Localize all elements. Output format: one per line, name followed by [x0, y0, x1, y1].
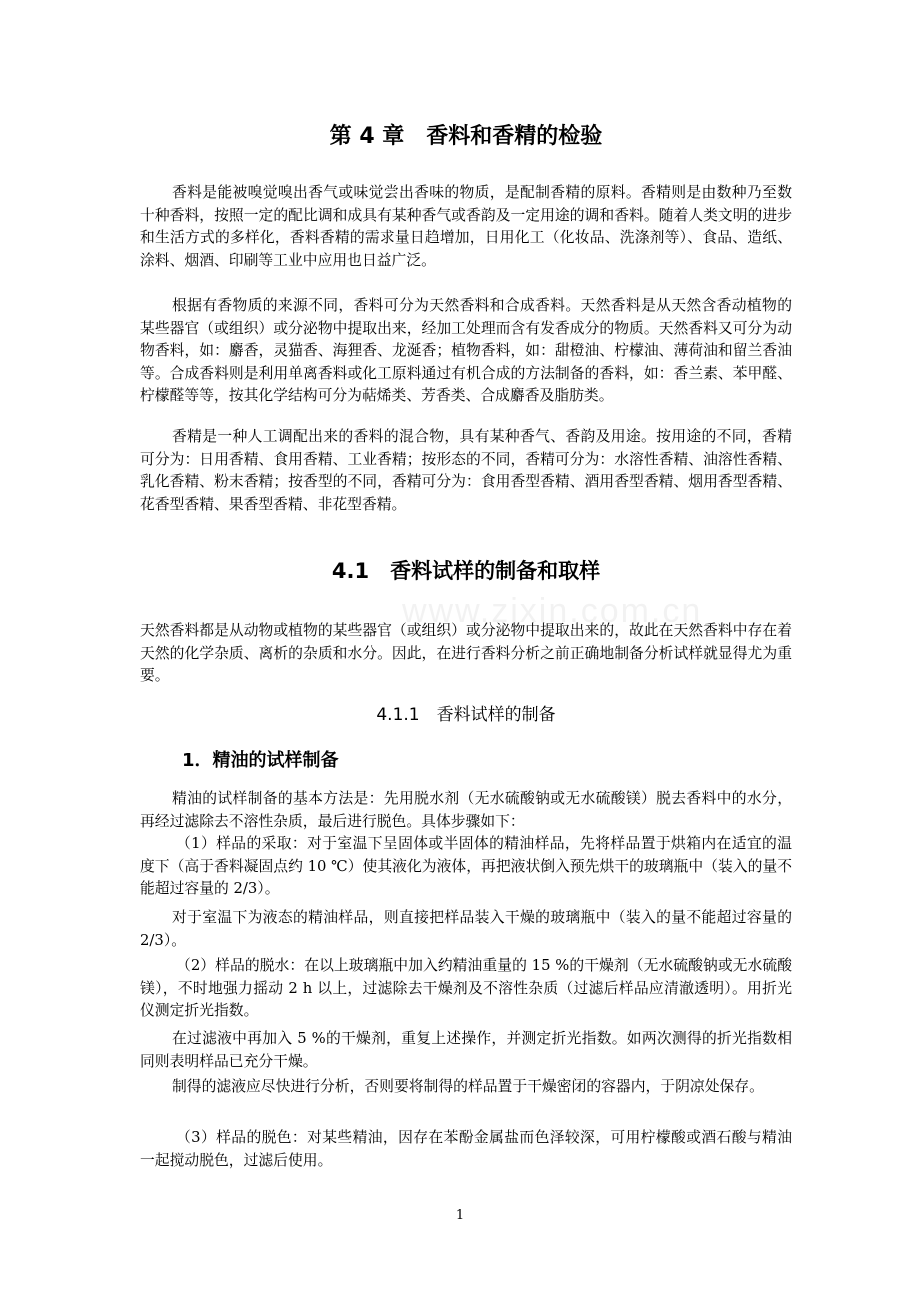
intro-paragraph-1: 香料是能被嗅觉嗅出香气或味觉尝出香味的物质，是配制香精的原料。香精则是由数种乃至数十种香料，按照一定的配比调和成具有某种香气或香韵及一定用途的调和香料。随着人类文明的进步和生活方式的多样化，香料香精的需求量日趋增加，日用化工（化妆品、洗涤剂等）、食品、造纸、涂料、烟酒、印刷等工业中应用也日益广泛。: [140, 184, 792, 269]
body-paragraph-dehydration: （2）样品的脱水：在以上玻璃瓶中加入约精油重量的 15 %的干燥剂（无水硫酸钠或无水硫酸镁），不时地强力摇动 2 h 以上，过滤除去干燥剂及不溶性杂质（过滤后样品应清澈透明）。用折光仪测定折光指数。: [140, 957, 792, 1019]
body-paragraph-liquid-sample: 对于室温下为液态的精油样品，则直接把样品装入干燥的玻璃瓶中（装入的量不能超过容量的 2/3）。: [140, 909, 792, 949]
document-page: [140, 0, 792, 1302]
heading-essential-oil-preparation: 1．精油的试样制备: [182, 750, 339, 771]
intro-paragraph-2: 根据有香物质的来源不同，香料可分为天然香料和合成香料。天然香料是从天然含香动植物的某些器官（或组织）或分泌物中提取出来，经加工处理而含有发香成分的物质。天然香料又可分为动物香料，如：麝香，灵猫香、海狸香、龙涎香；植物香料，如：甜橙油、柠檬油、薄荷油和留兰香油等。合成香料则是利用单离香料或化工原料通过有机合成的方法制备的香料，如：香兰素、苯甲醛、柠檬醛等等，按其化学结构可分为萜烯类、芳香类、合成麝香及脂肪类。: [140, 297, 792, 404]
section-intro-paragraph: 天然香料都是从动物或植物的某些器官（或组织）或分泌物中提取出来的，故此在天然香料中存在着天然的化学杂质、离析的杂质和水分。因此，在进行香料分析之前正确地制备分析试样就显得尤为重要。: [140, 622, 792, 684]
body-paragraph-repeat: 在过滤液中再加入 5 %的干燥剂，重复上述操作，并测定折光指数。如两次测得的折光指数相同则表明样品已充分干燥。: [140, 1030, 792, 1070]
section-title: 4.1 香料试样的制备和取样: [331, 559, 601, 583]
body-paragraph-sampling: （1）样品的采取：对于室温下呈固体或半固体的精油样品，先将样品置于烘箱内在适宜的温度下（高于香料凝固点约 10 ℃）使其液化为液体，再把液状倒入预先烘干的玻璃瓶中（装入的量不能超过容量的 2/3）。: [140, 835, 792, 897]
chapter-title: 第 4 章 香料和香精的检验: [329, 124, 603, 149]
intro-paragraph-3: 香精是一种人工调配出来的香料的混合物，具有某种香气、香韵及用途。按用途的不同，香精可分为：日用香精、食用香精、工业香精；按形态的不同，香精可分为：水溶性香精、油溶性香精、乳化香精、粉末香精；按香型的不同，香精可分为：食用香型香精、酒用香型香精、烟用香型香精、花香型香精、果香型香精、非花型香精。: [140, 428, 792, 513]
subsection-title: 4.1.1 香料试样的制备: [376, 705, 556, 725]
body-paragraph-decolorization: （3）样品的脱色：对某些精油，因存在苯酚金属盐而色泽较深，可用柠檬酸或酒石酸与精油一起搅动脱色，过滤后使用。: [140, 1129, 792, 1169]
body-paragraph-method: 精油的试样制备的基本方法是：先用脱水剂（无水硫酸钠或无水硫酸镁）脱去香料中的水分，再经过滤除去不溶性杂质，最后进行脱色。具体步骤如下：: [140, 790, 792, 830]
watermark: www.zixin.com.cn: [402, 592, 703, 630]
page-number: 1: [455, 1208, 465, 1223]
body-paragraph-storage: 制得的滤液应尽快进行分析，否则要将制得的样品置于干燥密闭的容器内，于阴凉处保存。: [172, 1078, 764, 1095]
